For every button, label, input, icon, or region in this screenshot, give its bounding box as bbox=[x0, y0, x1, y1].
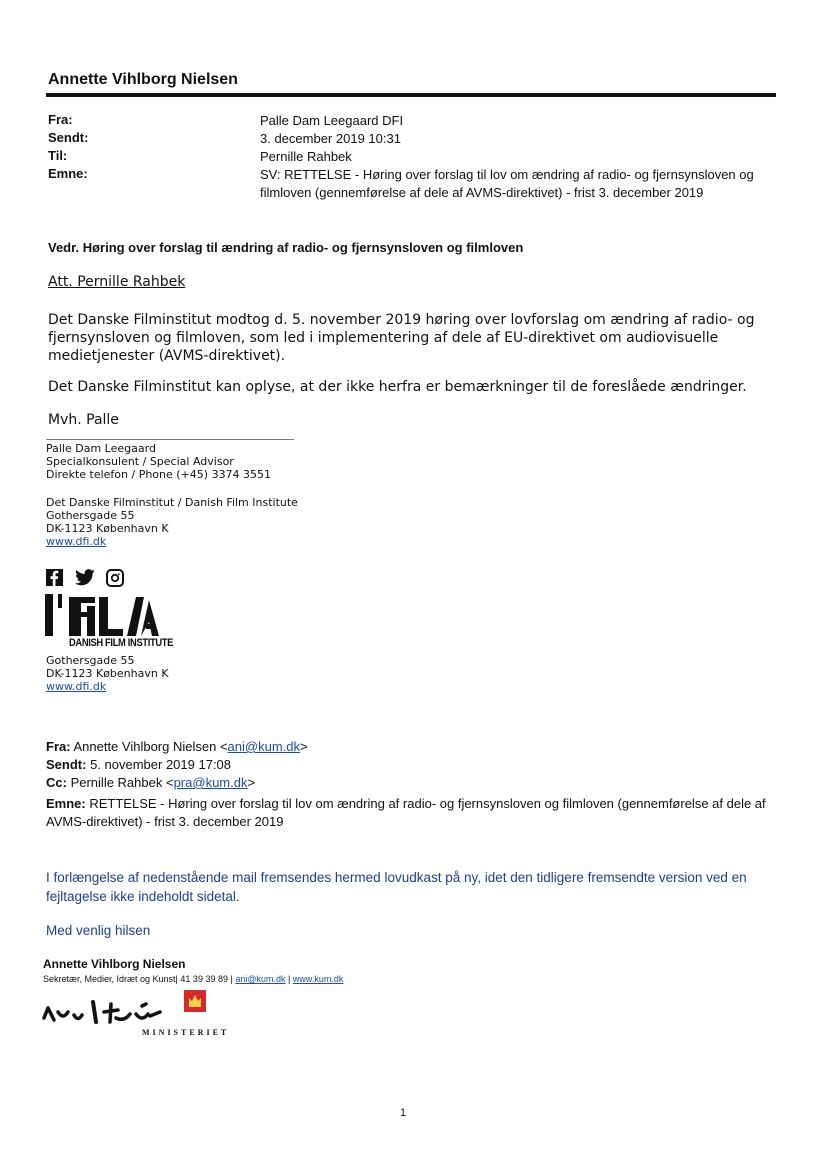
fwd-from-row: Fra: Annette Vihlborg Nielsen <ani@kum.dk> bbox=[46, 739, 308, 754]
sent-label: Sendt: bbox=[48, 130, 89, 145]
dfi-logo-caption: DANISH FILM INSTITUTE bbox=[69, 637, 174, 649]
fwd-cc-row: Cc: Pernille Rahbek <pra@kum.dk> bbox=[46, 775, 256, 790]
fwd-from-name: Annette Vihlborg Nielsen bbox=[73, 739, 217, 754]
attention-line: Att. Pernille Rahbek bbox=[48, 274, 186, 290]
page-number: 1 bbox=[400, 1107, 407, 1119]
fwd-cc-email-link[interactable]: pra@kum.dk bbox=[173, 775, 248, 790]
from-label: Fra: bbox=[48, 112, 73, 127]
fwd-from-label: Fra: bbox=[46, 739, 71, 754]
logo-address-street: Gothersgade 55 bbox=[46, 654, 135, 667]
fwd-sender-website-link[interactable]: www.kum.dk bbox=[292, 974, 344, 984]
subject-label: Emne: bbox=[48, 166, 88, 181]
reply-subject-heading: Vedr. Høring over forslag til ændring af radio- og fjernsynsloven og filmloven bbox=[48, 240, 524, 255]
fwd-closing: Med venlig hilsen bbox=[46, 923, 151, 938]
twitter-icon[interactable] bbox=[75, 569, 92, 586]
signature-title: Specialkonsulent / Special Advisor bbox=[46, 455, 234, 468]
fwd-cc-label: Cc: bbox=[46, 775, 67, 790]
logo-address-city: DK-1123 København K bbox=[46, 667, 169, 680]
signature-phone: Direkte telefon / Phone (+45) 3374 3551 bbox=[46, 468, 272, 481]
signature-name: Palle Dam Leegaard bbox=[46, 442, 156, 455]
fwd-sender-phone: 41 39 39 89 bbox=[180, 974, 228, 984]
reply-greeting: Mvh. Palle bbox=[48, 412, 119, 428]
signature-org: Det Danske Filminstitut / Danish Film Institute bbox=[46, 496, 298, 509]
fwd-subject-value: RETTELSE - Høring over forslag til lov om ændring af radio- og fjernsynsloven og filmloven (gennemførelse af dele af AVMS-direktivet) - frist 3. december 2019 bbox=[46, 796, 766, 829]
fwd-sender-contact: Sekretær, Medier, Idræt og Kunst| 41 39 39 89 | ani@kum.dk | www.kum.dk bbox=[43, 974, 344, 984]
facebook-icon[interactable] bbox=[46, 569, 63, 586]
fwd-sent-row bbox=[46, 756, 231, 774]
signature-street: Gothersgade 55 bbox=[46, 509, 135, 522]
kulturministeriet-logo bbox=[38, 990, 268, 1045]
dfi-logo bbox=[43, 594, 213, 651]
sent-value: 3. december 2019 10:31 bbox=[260, 131, 401, 146]
fwd-body-text: I forlængelse af nedenstående mail fremsendes hermed lovudkast på ny, idet den tidligere fremsendte version ved en fejltagelse ikke indeholdt sidetal. bbox=[46, 870, 747, 904]
logo-website-link[interactable]: www.dfi.dk bbox=[46, 680, 107, 693]
reply-paragraph-2: Det Danske Filminstitut kan oplyse, at der ikke herfra er bemærkninger til de foreslåede ændringer. bbox=[48, 379, 747, 395]
ministry-logo-text: MINISTERIET bbox=[142, 1028, 230, 1037]
fwd-sent-label: Sendt: bbox=[46, 757, 87, 772]
fwd-sender-name: Annette Vihlborg Nielsen bbox=[43, 957, 186, 971]
reply-paragraph-1: Det Danske Filminstitut modtog d. 5. november 2019 høring over lovforslag om ændring af radio- og fjernsynsloven og filmloven, som led i implementering af dele af EU-direktivet om audiovisuelle medietjenester (AVMS-direktivet). bbox=[48, 312, 755, 364]
fwd-subject-row bbox=[46, 795, 776, 831]
fwd-from-email-link[interactable]: ani@kum.dk bbox=[227, 739, 300, 754]
subject-value: SV: RETTELSE - Høring over forslag til lov om ændring af radio- og fjernsynsloven og filmloven (gennemførelse af dele af AVMS-direktivet) - frist 3. december 2019 bbox=[260, 167, 754, 200]
to-value: Pernille Rahbek bbox=[260, 149, 352, 164]
header-rule bbox=[46, 93, 776, 97]
fwd-cc-name: Pernille Rahbek bbox=[70, 775, 163, 790]
from-value: Palle Dam Leegaard DFI bbox=[260, 113, 404, 128]
fwd-sent-value: 5. november 2019 17:08 bbox=[90, 757, 232, 772]
instagram-icon[interactable] bbox=[106, 569, 124, 587]
signature-rule bbox=[46, 439, 294, 440]
signature-website-link[interactable]: www.dfi.dk bbox=[46, 535, 107, 548]
signature-city: DK-1123 København K bbox=[46, 522, 169, 535]
mailbox-owner-name: Annette Vihlborg Nielsen bbox=[48, 71, 238, 88]
fwd-subject-label: Emne: bbox=[46, 796, 86, 811]
fwd-sender-role: Sekretær, Medier, Idræt og Kunst| bbox=[43, 974, 178, 984]
fwd-sender-email-link[interactable]: ani@kum.dk bbox=[235, 974, 286, 984]
to-label: Til: bbox=[48, 148, 68, 163]
